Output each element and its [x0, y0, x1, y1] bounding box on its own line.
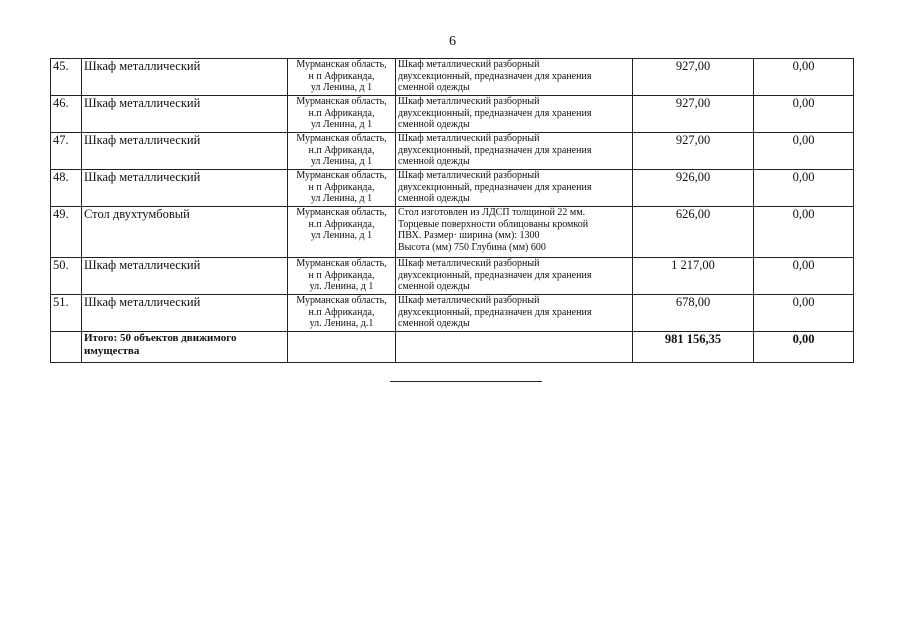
total-label: Итого: 50 объектов движимого имущества	[82, 332, 288, 363]
item-description	[396, 170, 633, 207]
item-description	[396, 295, 633, 332]
description-line: Шкаф металлический разборный	[398, 258, 540, 269]
description-line: Стол изготовлен из ЛДСП толщиной 22 мм.	[398, 207, 586, 218]
total-num-cell	[51, 332, 82, 363]
item-name: Шкаф металлический	[82, 59, 288, 96]
description-line: двухсекционный, предназначен для хранения	[398, 181, 592, 193]
address-line: н.п Африканда,	[308, 218, 375, 230]
total-value: 981 156,35	[633, 332, 754, 363]
description-line: Высота (мм) 750 Глубина (мм) 600	[398, 241, 546, 253]
address-line: н п Африканда,	[308, 70, 375, 82]
item-address	[288, 207, 396, 258]
description-line: Шкаф металлический разборный	[398, 96, 540, 107]
item-address	[288, 96, 396, 133]
description-line: ПВХ. Размер· ширина (мм): 1300	[398, 230, 540, 242]
item-depreciation: 0,00	[754, 96, 854, 133]
address-line: ул Ленина, д 1	[310, 156, 373, 168]
total-description-cell	[396, 332, 633, 363]
item-description	[396, 207, 633, 258]
description-line: Шкаф металлический разборный	[398, 170, 540, 181]
item-value: 678,00	[633, 295, 754, 332]
total-depreciation: 0,00	[754, 332, 854, 363]
row-number: 51.	[51, 295, 82, 332]
table-row	[51, 295, 854, 332]
item-value: 1 217,00	[633, 258, 754, 295]
row-number: 46.	[51, 96, 82, 133]
address-line: ул. Ленина, д.1	[309, 318, 374, 330]
description-line: сменной одежды	[398, 156, 470, 168]
description-line: Шкаф металлический разборный	[398, 295, 540, 306]
property-table	[50, 58, 854, 363]
item-address	[288, 258, 396, 295]
item-name: Шкаф металлический	[82, 258, 288, 295]
description-line: двухсекционный, предназначен для хранения	[398, 107, 592, 119]
row-number: 50.	[51, 258, 82, 295]
table-row	[51, 207, 854, 258]
address-line: н.п Африканда,	[308, 107, 375, 119]
address-line: ул. Ленина, д 1	[309, 281, 374, 293]
description-line: двухсекционный, предназначен для хранения	[398, 70, 592, 82]
address-line: Мурманская область,	[296, 170, 387, 181]
address-line: н п Африканда,	[308, 181, 375, 193]
item-address	[288, 170, 396, 207]
total-address-cell	[288, 332, 396, 363]
address-line: Мурманская область,	[296, 295, 387, 306]
address-line: ул Ленина, д 1	[310, 82, 373, 94]
item-name: Шкаф металлический	[82, 170, 288, 207]
item-depreciation: 0,00	[754, 59, 854, 96]
description-line: двухсекционный, предназначен для хранения	[398, 269, 592, 281]
item-description	[396, 59, 633, 96]
item-value: 926,00	[633, 170, 754, 207]
address-line: н.п Африканда,	[308, 306, 375, 318]
description-line: двухсекционный, предназначен для хранения	[398, 144, 592, 156]
total-row	[51, 332, 854, 363]
address-line: Мурманская область,	[296, 258, 387, 269]
item-description	[396, 258, 633, 295]
item-depreciation: 0,00	[754, 170, 854, 207]
row-number: 49.	[51, 207, 82, 258]
description-line: сменной одежды	[398, 193, 470, 205]
item-depreciation: 0,00	[754, 133, 854, 170]
item-description	[396, 96, 633, 133]
item-address	[288, 59, 396, 96]
table-row	[51, 59, 854, 96]
item-value: 927,00	[633, 96, 754, 133]
row-number: 45.	[51, 59, 82, 96]
description-line: Торцевые поверхности облицованы кромкой	[398, 218, 589, 230]
item-name: Шкаф металлический	[82, 295, 288, 332]
footer-rule	[390, 381, 542, 382]
item-depreciation: 0,00	[754, 207, 854, 258]
row-number: 47.	[51, 133, 82, 170]
table-row	[51, 96, 854, 133]
table-row	[51, 133, 854, 170]
description-line: двухсекционный, предназначен для хранения	[398, 306, 592, 318]
item-address	[288, 295, 396, 332]
description-line: сменной одежды	[398, 281, 470, 293]
item-name: Шкаф металлический	[82, 133, 288, 170]
address-line: н.п Африканда,	[308, 144, 375, 156]
address-line: Мурманская область,	[296, 133, 387, 144]
address-line: ул Ленина, д 1	[310, 230, 373, 242]
address-line: Мурманская область,	[296, 207, 387, 218]
item-depreciation: 0,00	[754, 295, 854, 332]
address-line: Мурманская область,	[296, 96, 387, 107]
description-line: сменной одежды	[398, 82, 470, 94]
description-line: Шкаф металлический разборный	[398, 133, 540, 144]
address-line: ул Ленина, д 1	[310, 193, 373, 205]
item-name: Стол двухтумбовый	[82, 207, 288, 258]
item-value: 927,00	[633, 133, 754, 170]
address-line: Мурманская область,	[296, 59, 387, 70]
address-line: н п Африканда,	[308, 269, 375, 281]
page-number: 6	[449, 34, 456, 49]
description-line: Шкаф металлический разборный	[398, 59, 540, 70]
address-line: ул Ленина, д 1	[310, 119, 373, 131]
row-number: 48.	[51, 170, 82, 207]
description-line: сменной одежды	[398, 119, 470, 131]
item-value: 927,00	[633, 59, 754, 96]
item-name: Шкаф металлический	[82, 96, 288, 133]
item-description	[396, 133, 633, 170]
item-address	[288, 133, 396, 170]
description-line: сменной одежды	[398, 318, 470, 330]
item-depreciation: 0,00	[754, 258, 854, 295]
table-row	[51, 258, 854, 295]
table-row	[51, 170, 854, 207]
item-value: 626,00	[633, 207, 754, 258]
table-body	[51, 59, 854, 363]
